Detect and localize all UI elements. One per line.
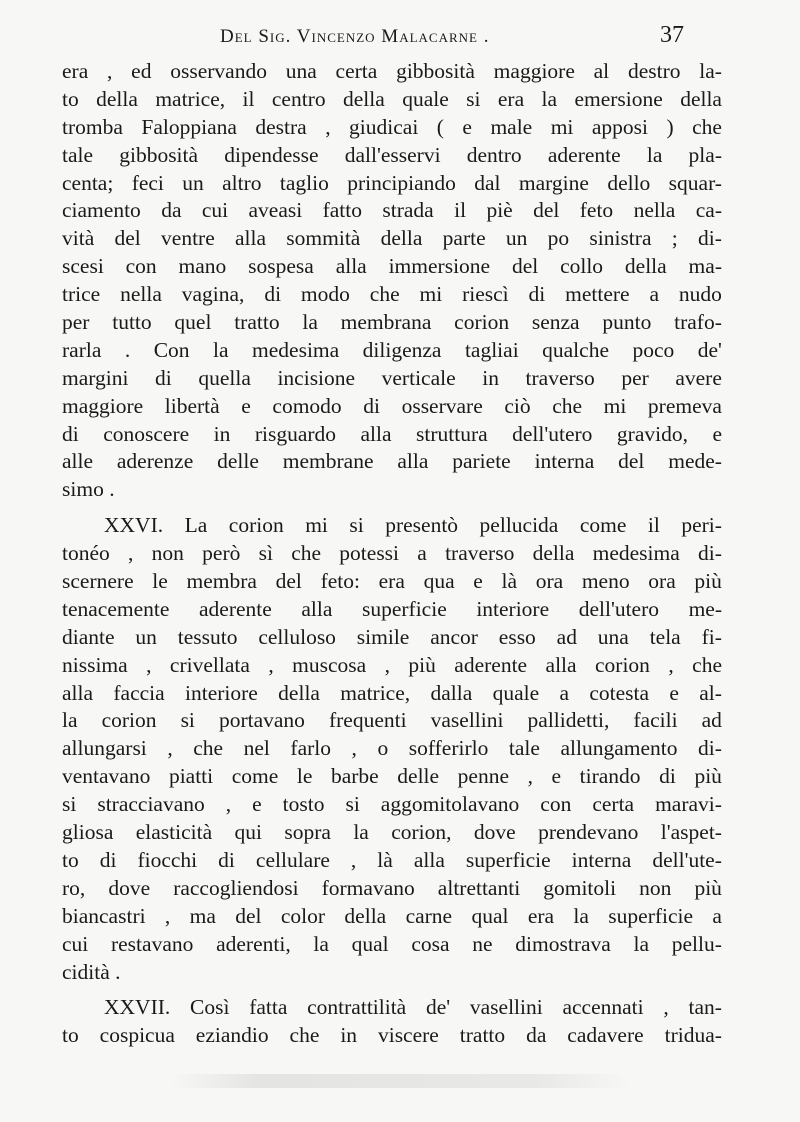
text-line: biancastri , ma del color della carne qual era la superficie a	[62, 903, 722, 928]
paragraph-1	[62, 58, 722, 504]
text-line: gliosa elasticità qui sopra la corion, dove prendevano l'aspet-	[62, 820, 722, 845]
text-line: to cospicua eziandio che in viscere tratto da cadavere tridua-	[62, 1023, 722, 1048]
text-line: rarla . Con la medesima diligenza tagliai qualche poco de'	[62, 337, 722, 362]
text-line: scernere le membra del feto: era qua e là ora meno ora più	[62, 569, 722, 594]
text-line: ventavano piatti come le barbe delle penne , e tirando di più	[62, 764, 722, 789]
paragraph-xxvi	[62, 512, 722, 986]
text-line: allungarsi , che nel farlo , o sofferirlo tale allungamento di-	[62, 736, 722, 761]
text-line: tromba Faloppiana destra , giudicai ( e male mi apposi ) che	[62, 114, 722, 139]
text-line: tonéo , non però sì che potessi a traverso della medesima di-	[62, 541, 722, 566]
text-line: diante un tessuto celluloso simile ancor esso ad una tela fi-	[62, 624, 722, 649]
running-title: Del Sig. Vincenzo Malacarne .	[220, 26, 490, 47]
page-number: 37	[660, 22, 684, 48]
show-through-shadow	[170, 1074, 630, 1088]
text-line: cidità .	[62, 959, 121, 984]
text-line: la corion si portavano frequenti vasellini pallidetti, facili ad	[62, 708, 722, 733]
text-line: tenacemente aderente alla superficie interiore dell'utero me-	[62, 596, 722, 621]
text-line: alla faccia interiore della matrice, dalla quale a cotesta e al-	[62, 680, 722, 705]
text-line: cui restavano aderenti, la qual cosa ne dimostrava la pellu-	[62, 931, 722, 956]
text-line: vità del ventre alla sommità della parte un po sinistra ; di-	[62, 226, 722, 251]
text-line: scesi con mano sospesa alla immersione del collo della ma-	[62, 254, 722, 279]
text-line: XXVI. La corion mi si presentò pellucida come il peri-	[104, 513, 722, 538]
text-line: maggiore libertà e comodo di osservare ciò che mi premeva	[62, 393, 722, 418]
text-line: si stracciavano , e tosto si aggomitolavano con certa maravi-	[62, 792, 722, 817]
text-line: centa; feci un altro taglio principiando dal margine dello squar-	[62, 170, 722, 195]
text-line: per tutto quel tratto la membrana corion senza punto trafo-	[62, 310, 722, 335]
text-line: alle aderenze delle membrane alla pariete interna del mede-	[62, 449, 722, 474]
text-line: nissima , crivellata , muscosa , più aderente alla corion , che	[62, 652, 722, 677]
text-line: era , ed osservando una certa gibbosità maggiore al destro la-	[62, 59, 722, 83]
text-line: to della matrice, il centro della quale si era la emersione della	[62, 86, 722, 111]
text-line: ro, dove raccogliendosi formavano altrettanti gomitoli non più	[62, 875, 722, 900]
text-line: di conoscere in risguardo alla struttura dell'utero gravido, e	[62, 421, 722, 446]
text-line: XXVII. Così fatta contrattilità de' vasellini accennati , tan-	[104, 995, 722, 1020]
paragraph-xxvii	[62, 994, 722, 1050]
text-line: ciamento da cui aveasi fatto strada il piè del feto nella ca-	[62, 198, 722, 223]
text-line: trice nella vagina, di modo che mi riescì di mettere a nudo	[62, 282, 722, 307]
text-line: tale gibbosità dipendesse dall'esservi dentro aderente la pla-	[62, 142, 722, 167]
text-line: simo .	[62, 477, 115, 502]
body-text	[62, 58, 722, 1050]
text-line: to di fiocchi di cellulare , là alla superficie interna dell'ute-	[62, 847, 722, 872]
text-line: margini di quella incisione verticale in traverso per avere	[62, 365, 722, 390]
